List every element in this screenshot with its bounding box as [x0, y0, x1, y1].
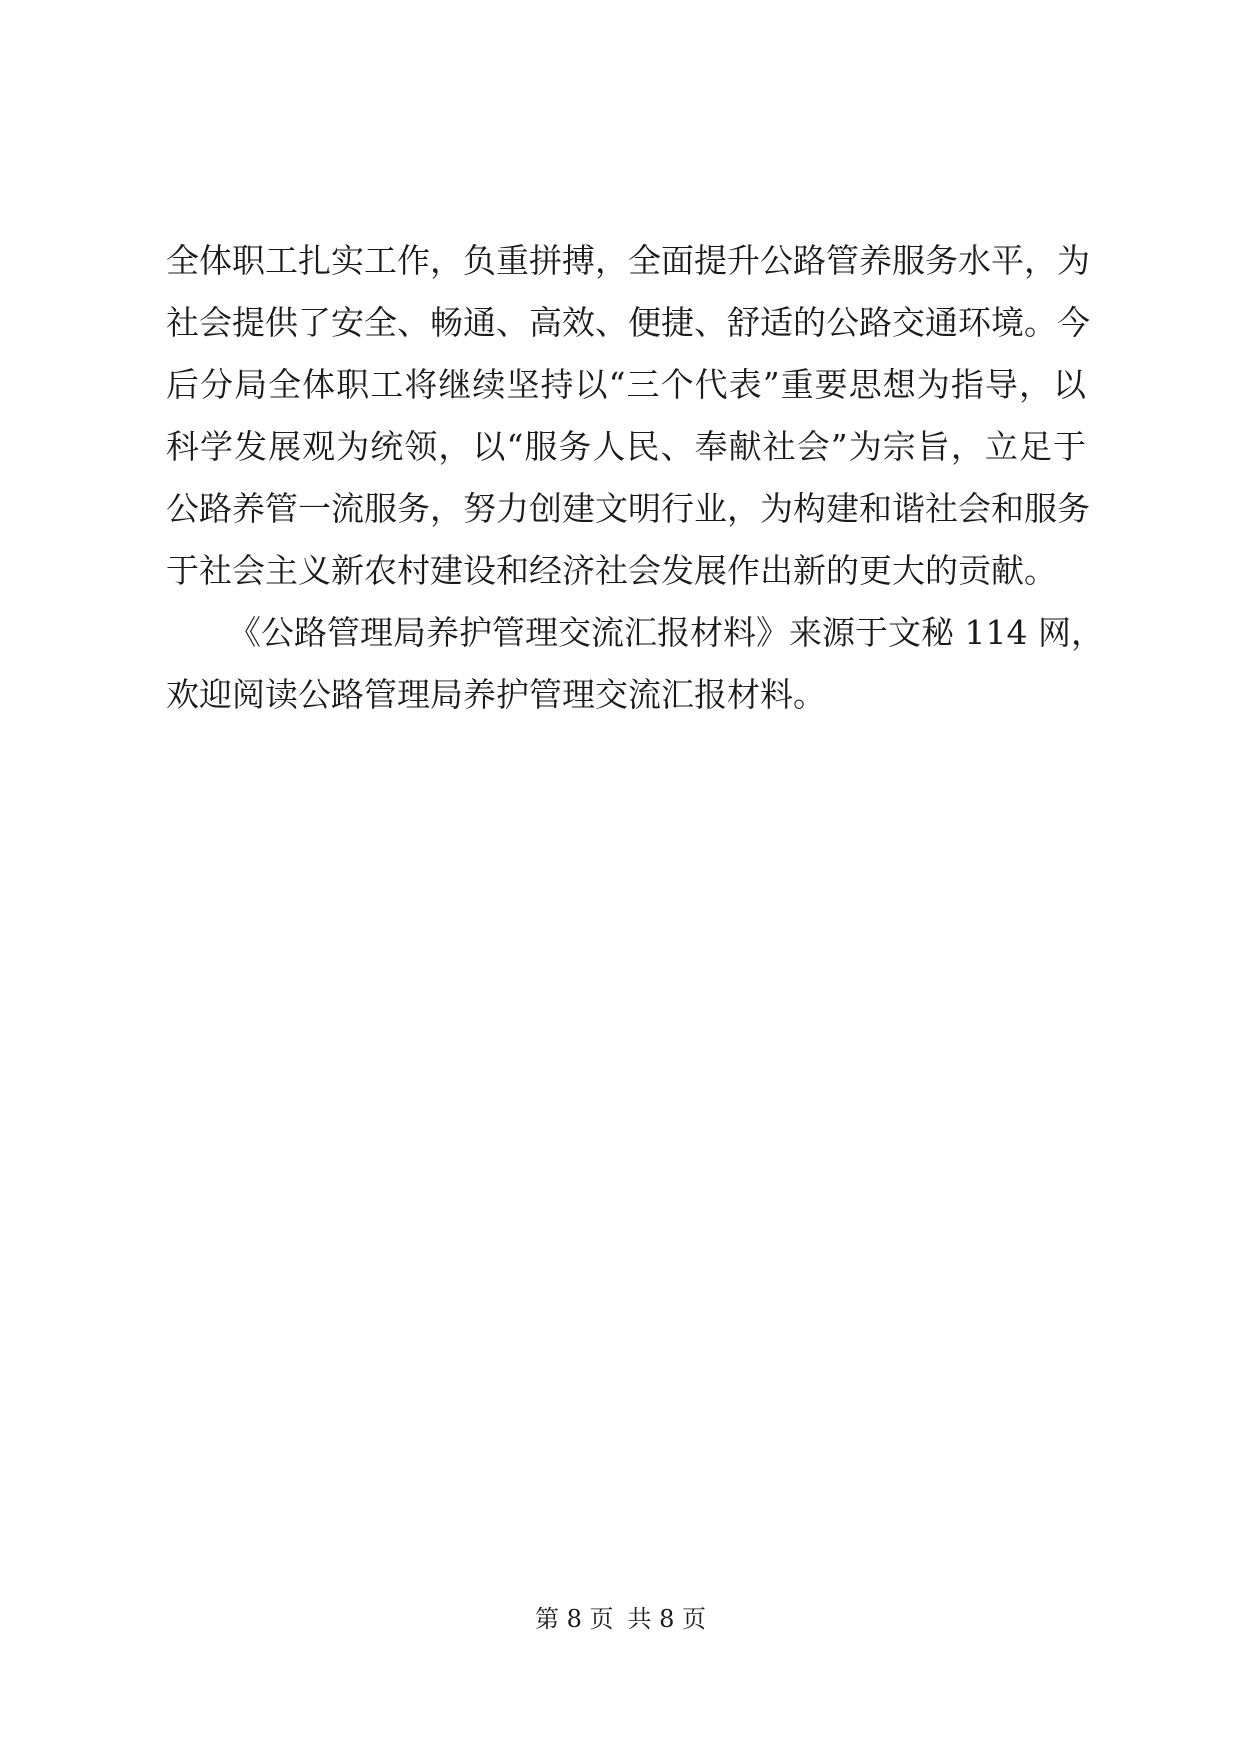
page-footer [0, 1604, 1241, 1634]
text-line: 欢迎阅读公路管理局养护管理交流汇报材料。 [166, 675, 826, 714]
closing-paragraph [166, 230, 1090, 602]
text-line: 全体职工扎实工作，负重拼搏，全面提升公路管养服务水平，为 [166, 241, 1090, 280]
page-number-current: 第 8 页 [534, 1605, 614, 1633]
text-line: 于社会主义新农村建设和经济社会发展作出新的更大的贡献。 [166, 551, 1057, 590]
text-line: 公路养管一流服务，努力创建文明行业，为构建和谐社会和服务 [166, 489, 1090, 528]
text-line: 科学发展观为统领，以“服务人民、奉献社会”为宗旨，立足于 [166, 427, 1086, 466]
text-line: 《公路管理局养护管理交流汇报材料》来源于文秘 114 网， [228, 613, 1104, 652]
text-line: 社会提供了安全、畅通、高效、便捷、舒适的公路交通环境。今 [166, 303, 1090, 342]
text-line: 后分局全体职工将继续坚持以“三个代表”重要思想为指导，以 [166, 365, 1086, 404]
page-number-total: 共 8 页 [627, 1605, 707, 1633]
document-body [166, 230, 1104, 726]
source-note-paragraph [166, 602, 1104, 726]
